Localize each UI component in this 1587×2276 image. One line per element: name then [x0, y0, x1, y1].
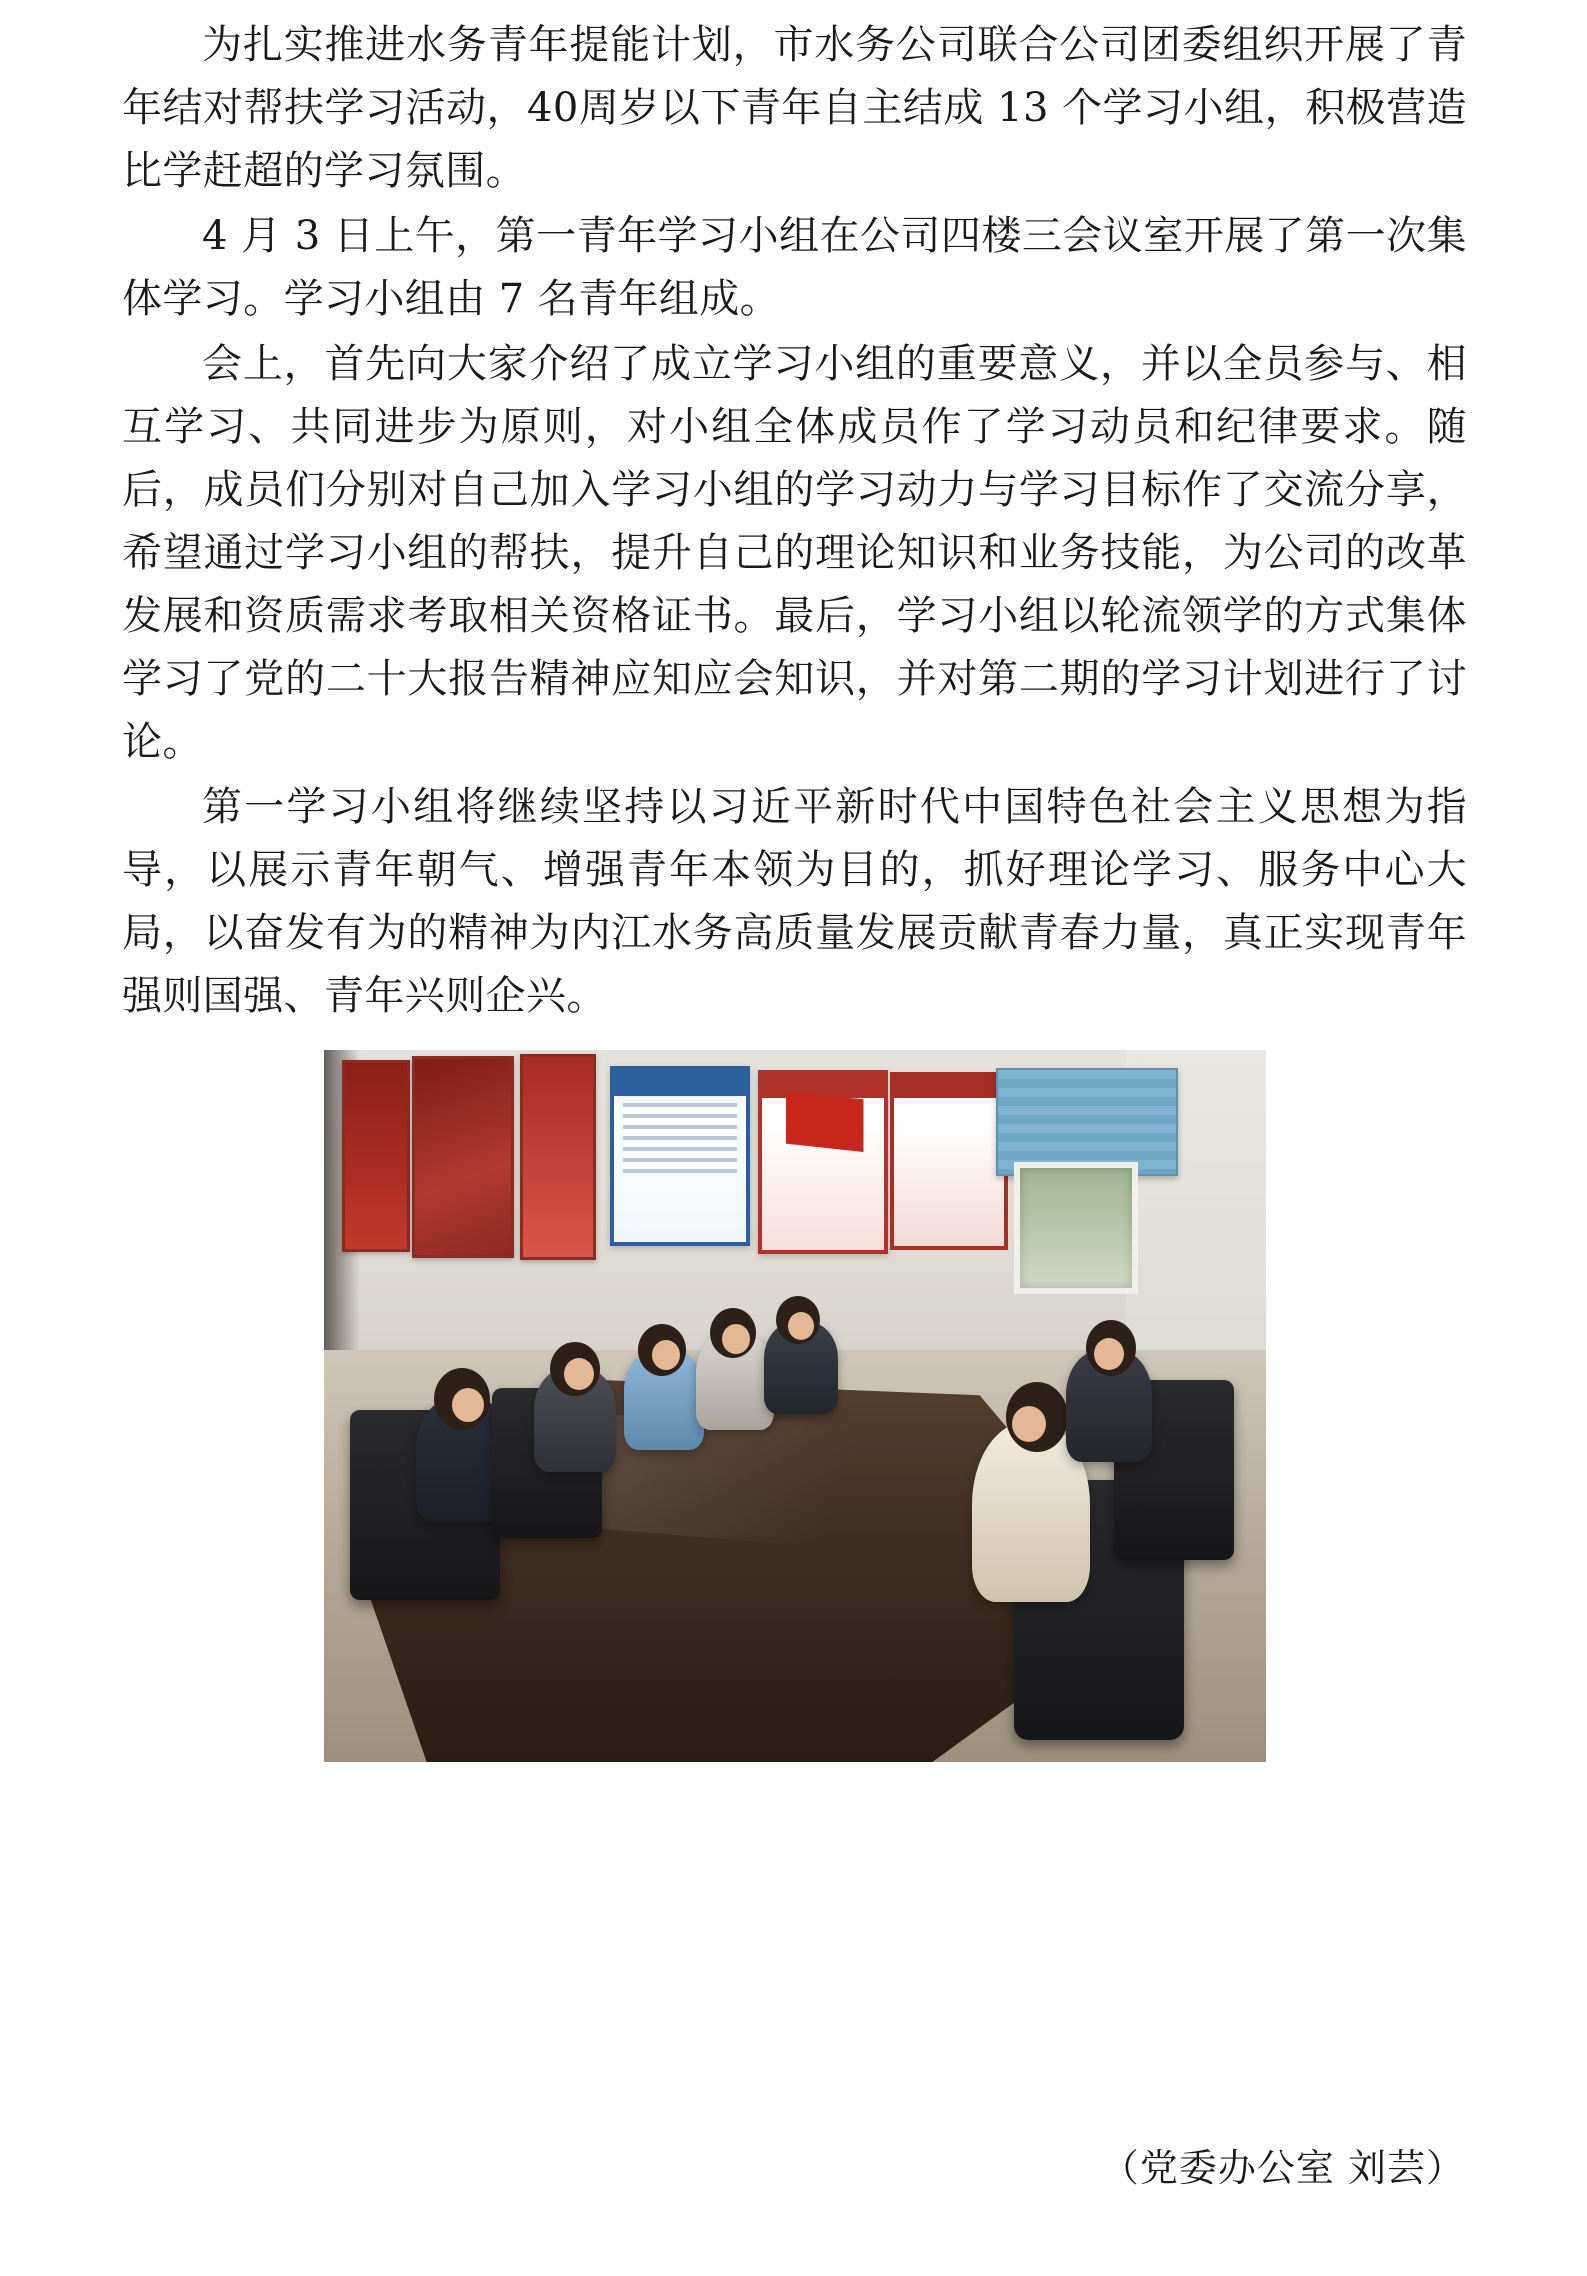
participant-4-face — [722, 1324, 750, 1354]
wall-poster-3 — [520, 1054, 596, 1260]
document-body — [122, 14, 1467, 1028]
participant-6-face — [1012, 1406, 1046, 1442]
paragraph-1: 为扎实推进水务青年提能计划，市水务公司联合公司团委组织开展了青年结对帮扶学习活动，40周岁以下青年自主结成 13 个学习小组，积极营造比学赶超的学习氛围。 — [122, 22, 1467, 194]
paragraph-3: 会上，首先向大家介绍了成立学习小组的重要意义，并以全员参与、相互学习、共同进步为原则，对小组全体成员作了学习动员和纪律要求。随后，成员们分别对自己加入学习小组的学习动力与学习目标作了交流分享，希望通过学习小组的帮扶，提升自己的理论知识和业务技能，为公司的改革发展和资质需求考取相关资格证书。最后，学习小组以轮流领学的方式集体学习了党的二十大报告精神应知应会知识，并对第二期的学习计划进行了讨论。 — [122, 341, 1467, 765]
party-flag — [786, 1092, 864, 1152]
window-blind — [996, 1068, 1178, 1176]
participant-3-face — [652, 1340, 680, 1370]
participant-5-face — [788, 1312, 814, 1340]
participant-1-face — [452, 1388, 484, 1422]
participant-7-face — [1094, 1338, 1124, 1370]
wall-board-red-2 — [890, 1072, 1008, 1250]
window-frame — [1014, 1162, 1138, 1294]
wall-poster-1 — [342, 1060, 410, 1252]
paragraph-2: 4 月 3 日上午，第一青年学习小组在公司四楼三会议室开展了第一次集体学习。学习小组由 7 名青年组成。 — [122, 213, 1467, 322]
wall-board-blue — [610, 1066, 750, 1246]
meeting-room-photo — [324, 1050, 1266, 1762]
figure-container — [122, 1050, 1467, 1762]
paragraph-4: 第一学习小组将继续坚持以习近平新时代中国特色社会主义思想为指导，以展示青年朝气、增强青年本领为目的，抓好理论学习、服务中心大局，以奋发有为的精神为内江水务高质量发展贡献青春力量，真正实现青年强则国强、青年兴则企兴。 — [122, 784, 1467, 1019]
wall-poster-2 — [412, 1056, 514, 1258]
participant-2-face — [564, 1358, 594, 1390]
document-signature: （党委办公室 刘芸） — [1100, 2146, 1465, 2190]
